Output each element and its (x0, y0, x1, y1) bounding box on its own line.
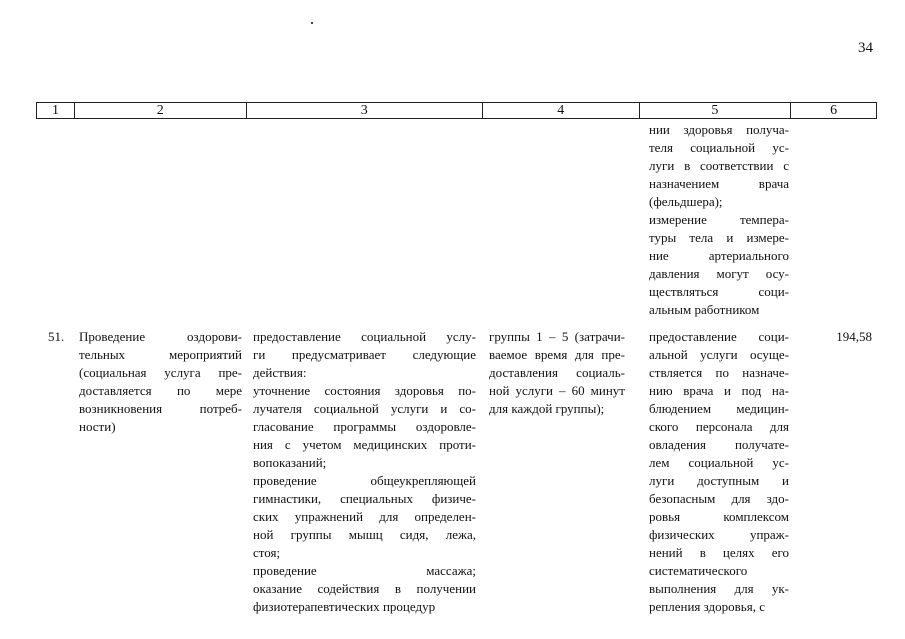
continuation-col5-line: давления могут осу- (649, 266, 789, 281)
header-col-4: 4 (483, 103, 640, 118)
row51-col2-line: (социальная услуга пре- (79, 365, 242, 380)
row51-col5-line: лем социальной ус- (649, 455, 789, 470)
row51-col3-line: проведение общеукрепляющей (253, 473, 476, 488)
row51-col2-line: ности) (79, 419, 116, 434)
row51-col5-line: безопасным для здо- (649, 491, 789, 506)
header-col-6: 6 (830, 103, 838, 118)
row51-col5-line: систематического (649, 563, 748, 578)
continuation-col5-line: луги в соответствии с (649, 158, 789, 173)
row51-col5-line: физических упраж- (649, 527, 789, 542)
header-col-3: 3 (247, 103, 483, 118)
row51-col5-line: ского персонала для (649, 419, 789, 434)
row51-col5-line: нений в целях его (649, 545, 789, 560)
header-col-5: 5 (640, 103, 792, 118)
row51-col4-line: группы 1 – 5 (затрачи- (489, 329, 625, 344)
row51-service-name (79, 328, 242, 436)
row51-col3-line: гимнастики, специальных физиче- (253, 491, 476, 506)
row51-col3-line: гласование программы оздоровле- (253, 419, 476, 434)
row51-col3-line: ния с учетом медицинских проти- (253, 437, 476, 452)
row51-col2-line: возникновения потреб- (79, 401, 242, 416)
page-number: 34 (858, 40, 873, 56)
scan-speck (311, 22, 313, 24)
row51-col3-line: ских упражнений для определен- (253, 509, 476, 524)
row51-col5-line: ровья комплексом (649, 509, 789, 524)
row51-service-description (253, 328, 476, 616)
continuation-col5-line: теля социальной ус- (649, 140, 789, 155)
row51-col5-line: репления здоровья, с (649, 599, 765, 614)
row51-col3-line: ги предусматривает следующие (253, 347, 476, 362)
row51-tariff: 194,58 (836, 329, 872, 344)
row51-col5-line: альной услуги осуще- (649, 347, 789, 362)
row51-col4-line: для каждой группы); (489, 401, 605, 416)
row51-conditions (649, 328, 789, 616)
row51-col3-line: физиотерапевтических процедур (253, 599, 436, 614)
row51-col5-line: блюдением медицин- (649, 401, 789, 416)
row51-col5-line: выполнения для ук- (649, 581, 789, 596)
continuation-col5-line: назначением врача (649, 176, 789, 191)
continuation-col5-line: ние артериального (649, 248, 789, 263)
continuation-col5-text (649, 121, 789, 319)
row51-col2-line: Проведение оздорови- (79, 329, 242, 344)
row51-col3-line: оказание содействия в получении (253, 581, 476, 596)
row51-col3-line: вопоказаний; (253, 455, 327, 470)
row51-time-norm (489, 328, 625, 418)
continuation-col5-line: ществляться соци- (649, 284, 789, 299)
row51-col3-line: действия: (253, 365, 307, 380)
row51-col3-line: проведение массажа; (253, 563, 476, 578)
continuation-col5-line: альным работником (649, 302, 760, 317)
continuation-col5-line: туры тела и измере- (649, 230, 789, 245)
row51-col4-line: ваемое время для пре- (489, 347, 625, 362)
row51-col2-line: тельных мероприятий (79, 347, 242, 362)
row51-col5-line: нию врача и под на- (649, 383, 789, 398)
row51-col5-line: овладения получате- (649, 437, 789, 452)
row51-col5-line: предоставление соци- (649, 329, 789, 344)
row51-col3-line: уточнение состояния здоровья по- (253, 383, 476, 398)
row51-col2-line: доставляется по мере (79, 383, 242, 398)
continuation-col5-line: (фельдшера); (649, 194, 723, 209)
header-col-2: 2 (75, 103, 247, 118)
row51-number: 51. (48, 329, 65, 344)
continuation-col5-line: нии здоровья получа- (649, 122, 789, 137)
row51-col5-line: луги доступным и (649, 473, 789, 488)
row51-col4-line: ной услуги – 60 минут (489, 383, 625, 398)
row51-col3-line: ной группы мышц сидя, лежа, (253, 527, 476, 542)
row51-col3-line: предоставление социальной услу- (253, 329, 476, 344)
row51-col5-line: ствляется по назначе- (649, 365, 789, 380)
continuation-col5-line: измерение темпера- (649, 212, 789, 227)
table-header-row (36, 102, 877, 119)
row51-col3-line: стоя; (253, 545, 281, 560)
row51-col3-line: лучателя социальной услуги и со- (253, 401, 476, 416)
header-col-1: 1 (37, 103, 75, 118)
row51-col4-line: доставления социаль- (489, 365, 625, 380)
